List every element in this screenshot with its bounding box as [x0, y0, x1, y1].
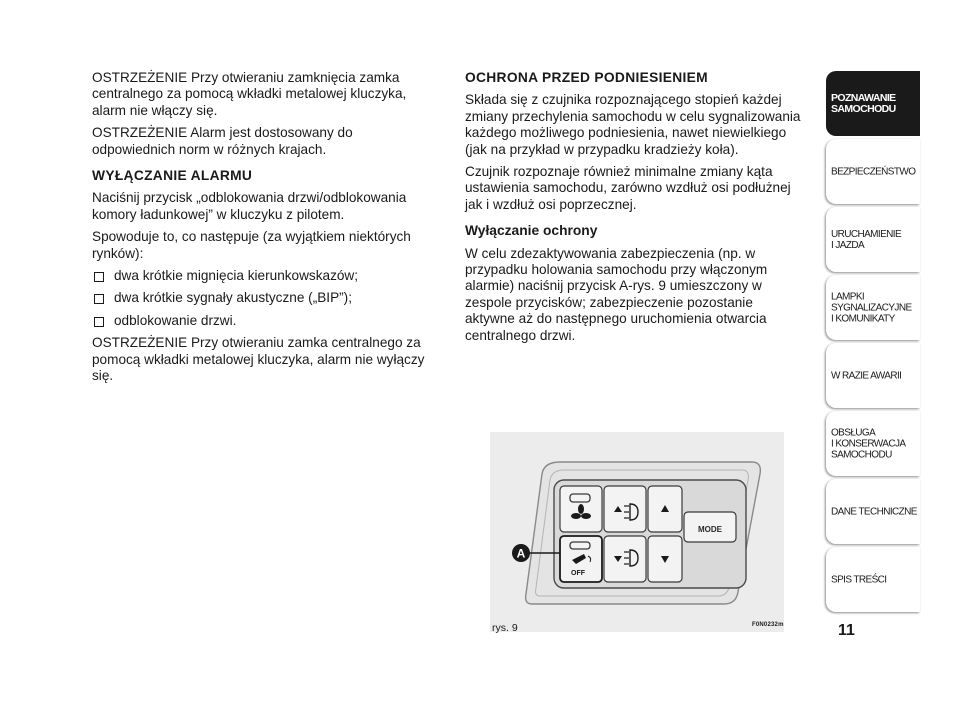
warning-paragraph-1: OSTRZEŻENIE Przy otwieraniu zamknięcia zamka centralnego za pomocą wkładki metalowej kluczyka, alarm nie włączy się. — [92, 70, 407, 118]
tab-label: W RAZIE AWARII — [831, 370, 902, 381]
figure-caption: rys. 9 — [492, 622, 518, 634]
tab-bezpieczenstwo[interactable] — [826, 139, 920, 204]
off-label: OFF — [571, 570, 585, 577]
checkbox-bullet-icon — [94, 272, 104, 282]
tab-spis-tresci[interactable] — [826, 547, 920, 612]
paragraph-disable: W celu zdezaktywowania zabezpieczenia (np. w przypadku holowania samochodu przy włączonym alarmie) naciśnij przycisk A-rys. 9 umieszczony w zespole przycisków; zabezpieczenie pozostanie aktywne aż do następnego uruchomienia otwarcia centralnego drzwi. — [465, 245, 768, 343]
button-panel-illustration — [490, 432, 784, 632]
tab-poznawanie-samochodu[interactable] — [826, 71, 920, 136]
callout-label: A — [516, 546, 526, 561]
paragraph-press-button: Naciśnij przycisk „odblokowania drzwi/odblokowania komory ładunkowej” w kluczyku z pilotem. — [92, 190, 407, 222]
section-heading-lift-protection: OCHRONA PRZED PODNIESIENIEM — [465, 70, 708, 85]
figure-button-panel — [490, 432, 784, 632]
headlight-up-button[interactable] — [604, 486, 646, 532]
tab-uruchamienie-i-jazda[interactable] — [826, 207, 920, 272]
mode-label: MODE — [698, 525, 722, 534]
chapter-tabs — [826, 71, 920, 615]
checkbox-bullet-icon — [94, 317, 104, 327]
paragraph-angle: Czujnik rozpoznaje również minimalne zmiany kąta ustawienia samochodu, zarówno wzdłuż osi podłużnej jak i wzdłuż osi poprzecznej. — [465, 164, 791, 212]
headlight-down-button[interactable] — [604, 536, 646, 582]
tab-label: OBSŁUGA I KONSERWACJA SAMOCHODU — [831, 427, 906, 460]
subheading-disable-protection: Wyłączanie ochrony — [465, 223, 598, 239]
paragraph-consequences: Spowoduje to, co następuje (za wyjątkiem niektórych rynków): — [92, 229, 411, 261]
tab-w-razie-awarii[interactable] — [826, 343, 920, 408]
tab-label: SPIS TREŚCI — [831, 574, 887, 585]
list-item: odblokowanie drzwi. — [92, 313, 438, 329]
list-item: dwa krótkie sygnały akustyczne („BIP”); — [92, 290, 438, 306]
warning-paragraph-2: OSTRZEŻENIE Alarm jest dostosowany do odpowiednich norm w różnych krajach. — [92, 125, 353, 157]
right-column — [465, 70, 805, 350]
list-item: dwa krótkie mignięcia kierunkowskazów; — [92, 268, 438, 284]
warning-paragraph-3: OSTRZEŻENIE Przy otwieraniu zamka centralnego za pomocą wkładki metalowej kluczyka, alarm nie wyłączy się. — [92, 335, 425, 384]
figure-code: F0N0232m — [752, 622, 784, 628]
tab-dane-techniczne[interactable] — [826, 479, 920, 544]
page-number: 11 — [838, 622, 855, 639]
tab-label: BEZPIECZEŃSTWO — [831, 166, 916, 177]
tab-label: DANE TECHNICZNE — [831, 506, 917, 517]
section-heading-alarm-off: WYŁĄCZANIE ALARMU — [92, 168, 253, 184]
tab-label: POZNAWANIE SAMOCHODU — [831, 91, 896, 115]
tab-lampki-sygnalizacyjne[interactable] — [826, 275, 920, 340]
paragraph-sensor: Składa się z czujnika rozpoznającego stopień każdej zmiany przechylenia samochodu w celu sygnalizowania każdego możliwego podniesienia, nawet niewielkiego (jak na przykład w przypadku kradzieży koła). — [465, 92, 801, 157]
tab-label: URUCHAMIENIE I JAZDA — [831, 228, 902, 251]
tab-obsluga-i-konserwacja[interactable] — [826, 411, 920, 476]
left-column — [92, 70, 438, 391]
checkbox-bullet-icon — [94, 294, 104, 304]
tab-label: LAMPKI SYGNALIZACYJNE I KOMUNIKATY — [831, 291, 912, 324]
